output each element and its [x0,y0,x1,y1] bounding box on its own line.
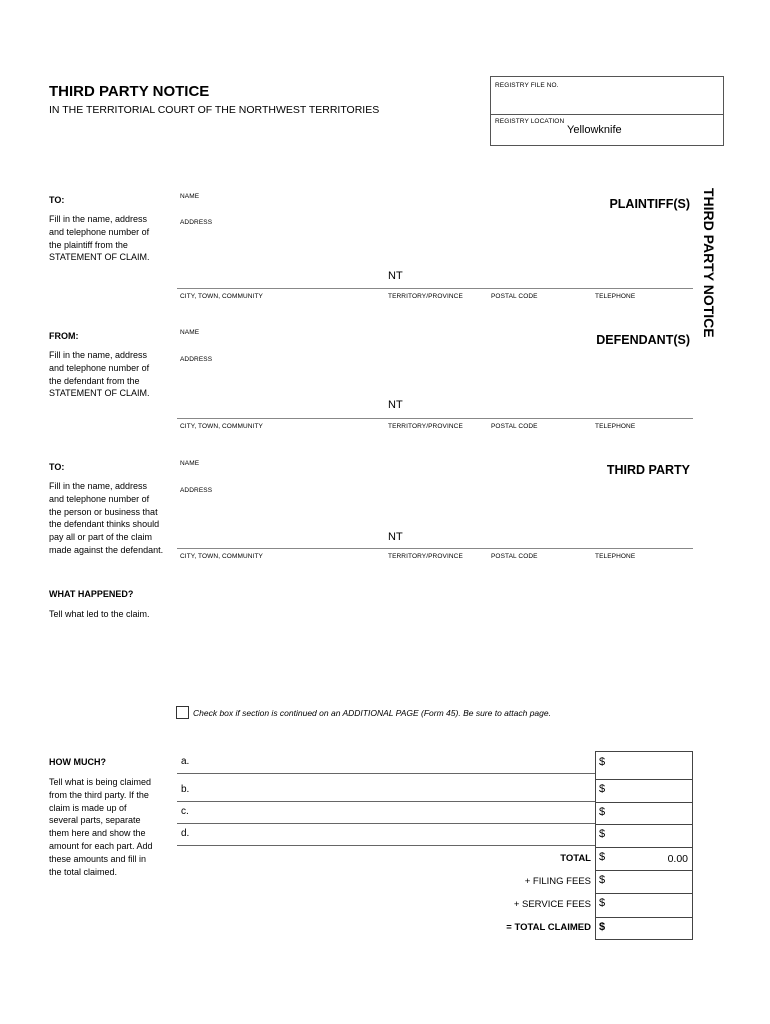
plaintiff-to-label: TO: [49,195,65,205]
amounts-column [595,751,693,940]
defendant-address-label: ADDRESS [180,356,213,363]
total-amount-value: 0.00 [667,853,688,865]
service-fees-field[interactable] [596,893,692,918]
claim-item-b-label: b. [181,784,190,795]
defendant-name-label: NAME [180,329,200,336]
amount-d-field[interactable] [596,824,692,848]
amount-d-currency: $ [599,828,606,840]
plaintiff-city-label: CITY, TOWN, COMMUNITY [180,293,263,300]
total-claimed-currency: $ [599,921,606,933]
amount-c-field[interactable] [596,802,692,825]
plaintiff-name-label: NAME [180,193,200,200]
form-title: THIRD PARTY NOTICE [49,83,210,100]
third-party-telephone-label: TELEPHONE [595,553,636,560]
total-claimed-label: = TOTAL CLAIMED [506,922,591,933]
total-label: TOTAL [560,853,591,864]
plaintiff-role: PLAINTIFF(S) [609,197,690,211]
claim-item-d-label: d. [181,828,190,839]
vertical-title: THIRD PARTY NOTICE [701,188,717,338]
third-party-name-label: NAME [180,460,200,467]
total-currency: $ [599,851,606,863]
third-party-line [177,548,693,549]
third-party-help: Fill in the name, address and telephone number of the person or business that the defendant thinks should pay all or part of the claim made against the defendant. [49,481,164,555]
claim-item-a-label: a. [181,756,190,767]
total-claimed-field[interactable] [596,917,692,940]
defendant-telephone-label: TELEPHONE [595,423,636,430]
additional-page-text: Check box if section is continued on an ADDITIONAL PAGE (Form 45). Be sure to attach page. [193,708,551,718]
third-party-to-label: TO: [49,462,65,472]
third-party-address-label: ADDRESS [180,487,213,494]
defendant-territory-value[interactable]: NT [388,399,403,411]
how-much-help: Tell what is being claimed from the third party. If the claim is made up of several parts, separate them here and show the amount for each part. Add these amounts and fill in the total claimed. [49,777,153,877]
amount-a-currency: $ [599,756,606,768]
registry-location-label: REGISTRY LOCATION [495,118,565,125]
plaintiff-telephone-label: TELEPHONE [595,293,636,300]
plaintiff-postal-label: POSTAL CODE [491,293,538,300]
registry-file-label: REGISTRY FILE NO. [495,82,559,89]
plaintiff-territory-value[interactable]: NT [388,270,403,282]
third-party-territory-label: TERRITORY/PROVINCE [388,553,463,560]
registry-location-value[interactable]: Yellowknife [567,124,622,136]
third-party-postal-label: POSTAL CODE [491,553,538,560]
additional-page-checkbox[interactable] [176,706,189,719]
filing-fees-label: + FILING FEES [524,876,591,887]
registry-box [490,76,724,146]
filing-fees-field[interactable] [596,870,692,894]
amount-c-currency: $ [599,806,606,818]
how-much-label: HOW MUCH? [49,757,106,767]
defendant-territory-label: TERRITORY/PROVINCE [388,423,463,430]
defendant-role: DEFENDANT(S) [596,333,690,347]
defendant-postal-label: POSTAL CODE [491,423,538,430]
amount-b-field[interactable] [596,779,692,803]
plaintiff-line [177,288,693,289]
what-happened-label: WHAT HAPPENED? [49,589,134,599]
service-fees-currency: $ [599,897,606,909]
third-party-city-label: CITY, TOWN, COMMUNITY [180,553,263,560]
amount-a-field[interactable] [596,752,692,780]
plaintiff-territory-label: TERRITORY/PROVINCE [388,293,463,300]
third-party-territory-value[interactable]: NT [388,531,403,543]
amount-b-currency: $ [599,783,606,795]
defendant-city-label: CITY, TOWN, COMMUNITY [180,423,263,430]
filing-fees-currency: $ [599,874,606,886]
third-party-role: THIRD PARTY [606,463,690,477]
claim-item-c-label: c. [181,806,189,817]
plaintiff-address-label: ADDRESS [180,219,213,226]
service-fees-label: + SERVICE FEES [513,899,591,910]
court-subtitle: IN THE TERRITORIAL COURT OF THE NORTHWEST TERRITORIES [49,104,380,116]
defendant-from-label: FROM: [49,331,79,341]
defendant-line [177,418,693,419]
defendant-help: Fill in the name, address and telephone number of the defendant from the STATEMENT OF CLAIM. [49,350,150,399]
total-amount-field[interactable] [596,847,692,871]
what-happened-help: Tell what led to the claim. [49,609,150,619]
plaintiff-help: Fill in the name, address and telephone number of the plaintiff from the STATEMENT OF CLAIM. [49,214,150,263]
